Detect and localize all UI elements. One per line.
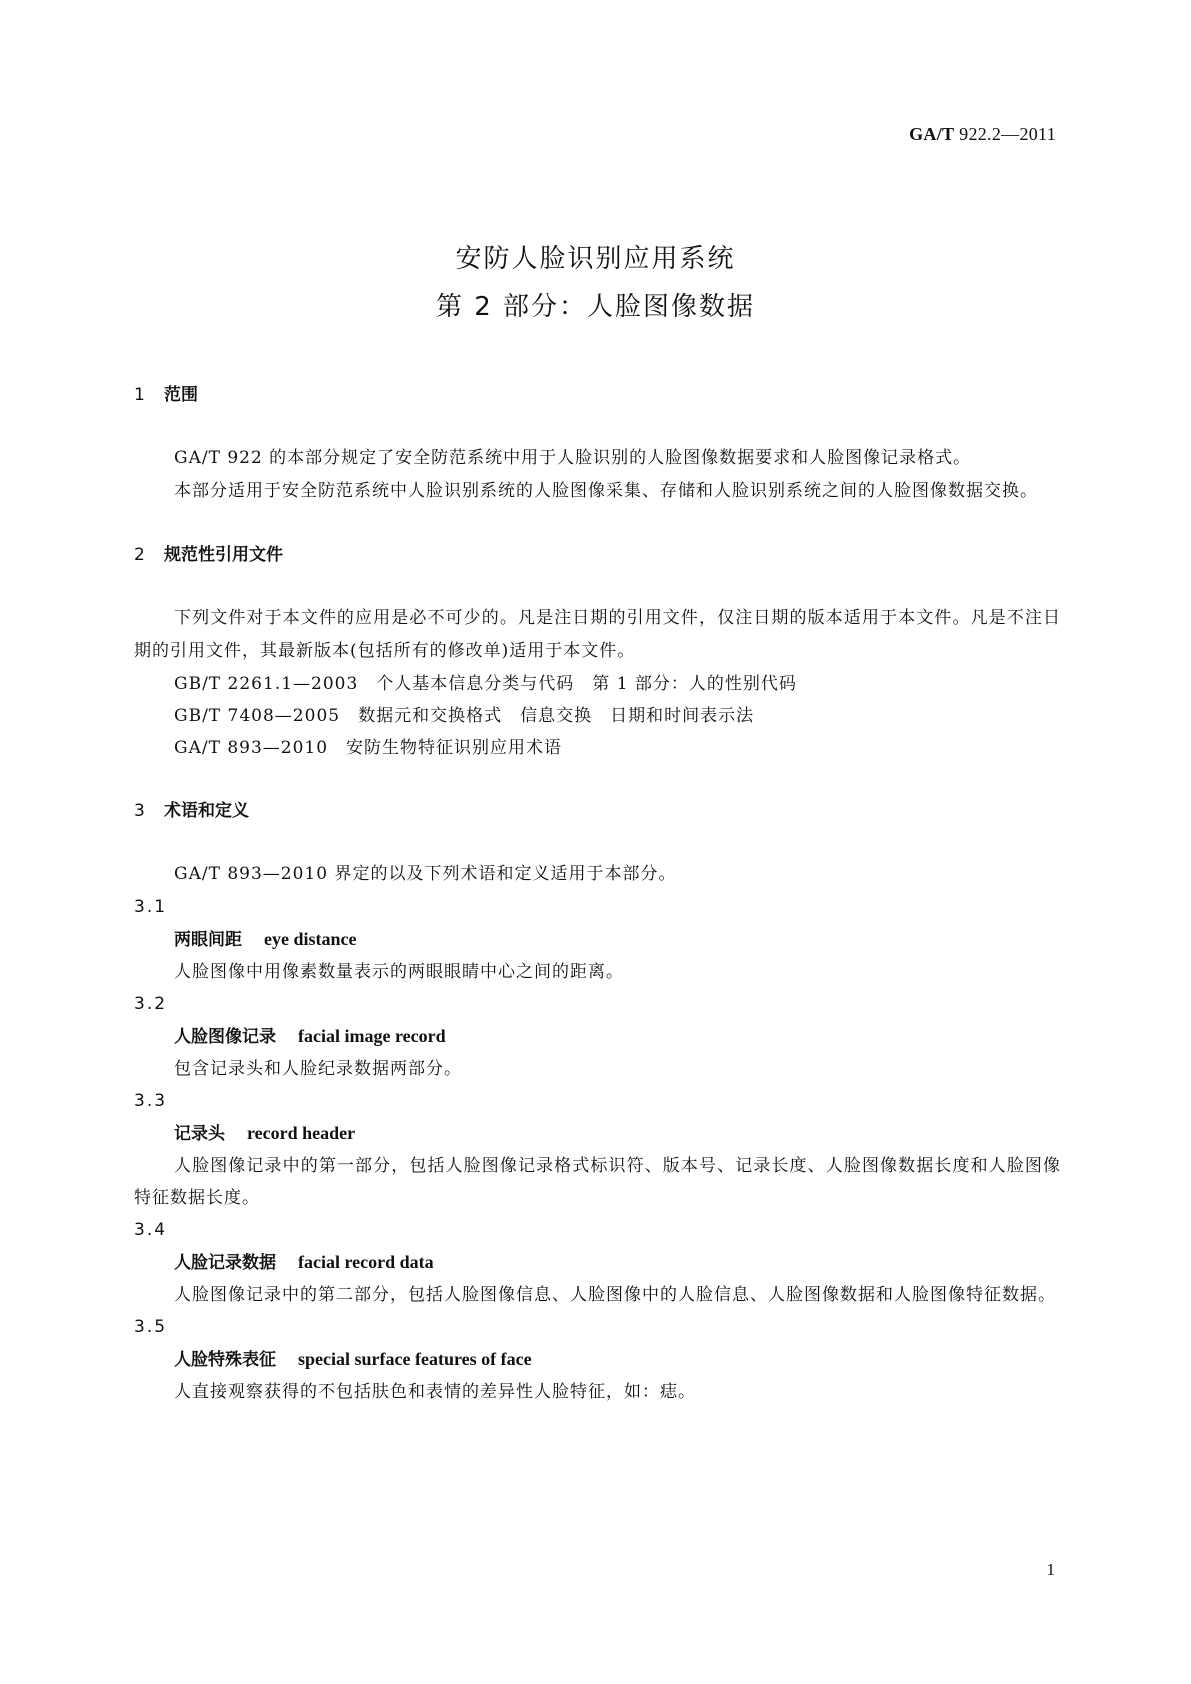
standard-code-number: 922.2—2011 — [959, 124, 1056, 144]
term-chinese: 人脸图像记录 — [174, 1027, 276, 1047]
term-english: facial record data — [298, 1252, 434, 1272]
term-english: record header — [247, 1123, 356, 1143]
term-number: 3.4 — [134, 1220, 168, 1240]
term-number: 3.1 — [134, 897, 168, 917]
section-number: 3 — [134, 801, 145, 821]
section-title: 术语和定义 — [164, 801, 249, 821]
term-entry — [134, 1311, 1061, 1408]
document-title: 安防人脸识别应用系统 — [455, 244, 736, 274]
term-english: facial image record — [298, 1026, 446, 1046]
document-body — [134, 380, 1061, 1408]
term-definition: 人脸图像记录中的第一部分，包括人脸图像记录格式标识符、版本号、记录长度、人脸图像数据长度和人脸图像特征数据长度。 — [134, 1156, 1061, 1208]
section-heading-terms — [134, 796, 1061, 826]
term-number: 3.3 — [134, 1091, 168, 1111]
term-chinese: 人脸记录数据 — [174, 1253, 276, 1273]
page-number: 1 — [1046, 1560, 1055, 1579]
term-definition: 包含记录头和人脸纪录数据两部分。 — [174, 1059, 462, 1079]
term-definition: 人脸图像中用像素数量表示的两眼眼睛中心之间的距离。 — [174, 962, 624, 982]
term-english: eye distance — [264, 929, 357, 949]
paragraph: 下列文件对于本文件的应用是必不可少的。凡是注日期的引用文件，仅注日期的版本适用于本文件。凡是不注日期的引用文件，其最新版本(包括所有的修改单)适用于本文件。 — [134, 608, 1061, 661]
standard-code — [909, 124, 1056, 145]
standard-code-prefix: GA/T — [909, 124, 955, 144]
paragraph: GA/T 893—2010 界定的以及下列术语和定义适用于本部分。 — [174, 864, 677, 884]
section-title: 规范性引用文件 — [164, 545, 283, 565]
reference-item: GB/T 7408—2005 数据元和交换格式 信息交换 日期和时间表示法 — [174, 706, 755, 726]
term-definition: 人脸图像记录中的第二部分，包括人脸图像信息、人脸图像中的人脸信息、人脸图像数据和人脸图像特征数据。 — [174, 1285, 1056, 1305]
reference-item: GA/T 893—2010 安防生物特征识别应用术语 — [174, 738, 563, 758]
section-heading-normative-references — [134, 540, 1061, 570]
reference-item: GB/T 2261.1—2003 个人基本信息分类与代码 第 1 部分：人的性别代码 — [174, 674, 797, 694]
term-english: special surface features of face — [298, 1349, 532, 1369]
term-entry — [134, 891, 1061, 988]
section-number: 2 — [134, 545, 145, 565]
section-title: 范围 — [164, 385, 198, 405]
term-chinese: 记录头 — [174, 1124, 225, 1144]
section-number: 1 — [134, 385, 145, 405]
term-definition: 人直接观察获得的不包括肤色和表情的差异性人脸特征，如：痣。 — [174, 1382, 696, 1402]
term-number: 3.5 — [134, 1317, 168, 1337]
term-chinese: 人脸特殊表征 — [174, 1350, 276, 1370]
term-entry — [134, 988, 1061, 1085]
section-heading-scope — [134, 380, 1061, 410]
term-chinese: 两眼间距 — [174, 930, 242, 950]
term-entry — [134, 1214, 1061, 1311]
document-subtitle: 第 2 部分：人脸图像数据 — [435, 292, 756, 322]
term-number: 3.2 — [134, 994, 168, 1014]
paragraph: GA/T 922 的本部分规定了安全防范系统中用于人脸识别的人脸图像数据要求和人脸图像记录格式。 — [174, 448, 972, 468]
paragraph: 本部分适用于安全防范系统中人脸识别系统的人脸图像采集、存储和人脸识别系统之间的人脸图像数据交换。 — [174, 481, 1038, 501]
term-entry — [134, 1085, 1061, 1214]
